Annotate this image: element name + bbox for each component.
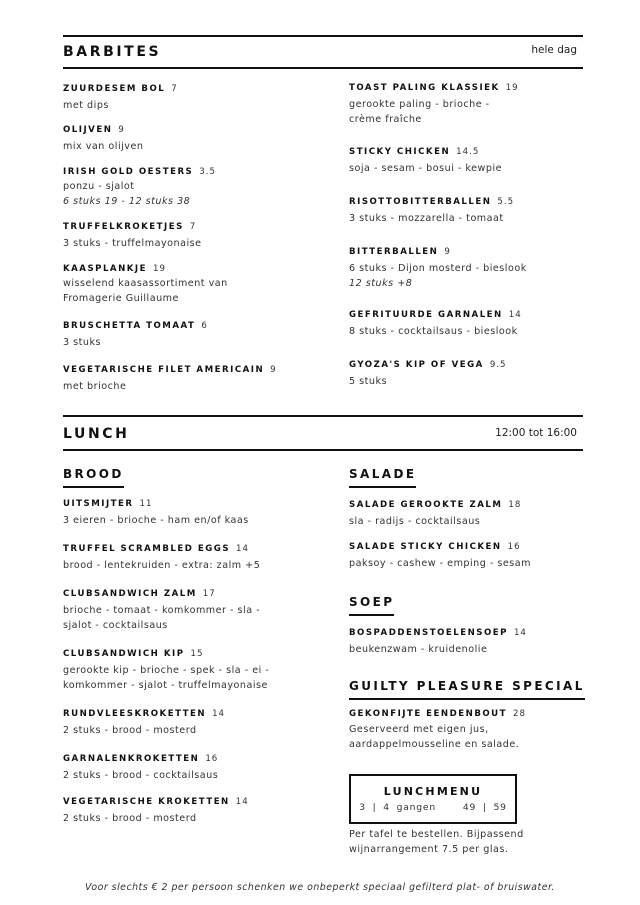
menu-item	[349, 197, 514, 226]
footer-note: Voor slechts € 2 per persoon schenken we onbeperkt speciaal gefilterd plat- of bruiswater.	[85, 882, 555, 893]
item-price: 14.5	[456, 147, 480, 157]
item-price: 14	[508, 310, 522, 320]
item-extra: 6 stuks 19 - 12 stuks 38	[63, 196, 191, 207]
item-desc: paksoy - cashew - emping - sesam	[349, 558, 532, 569]
item-desc: 2 stuks - brood - cocktailsaus	[63, 770, 219, 781]
item-price: 14	[212, 709, 226, 719]
item-desc: brioche - tomaat - komkommer - sla - sjalot - cocktailsaus	[63, 605, 261, 631]
item-name: GEFRITUURDE GARNALEN	[349, 310, 503, 320]
barbites-title: BARBITES	[63, 44, 162, 60]
item-price: 5.5	[497, 197, 515, 207]
item-price: 9	[270, 365, 277, 375]
item-name: TRUFFEL SCRAMBLED EGGS	[63, 544, 231, 554]
item-name: OLIJVEN	[63, 125, 113, 135]
item-price: 28	[513, 709, 526, 719]
item-desc: 2 stuks - brood - mosterd	[63, 725, 197, 736]
item-price: 11	[139, 499, 153, 509]
item-name: STICKY CHICKEN	[349, 147, 451, 157]
item-name: BRUSCHETTA TOMAAT	[63, 321, 196, 331]
item-price: 9	[444, 247, 451, 257]
item-name: BITTERBALLEN	[349, 247, 439, 257]
lunch-rule	[63, 449, 583, 451]
lunchmenu-title: LUNCHMENU	[383, 785, 483, 798]
item-name: VEGETARISCHE KROKETTEN	[63, 797, 230, 807]
item-name: SALADE GEROOKTE ZALM	[349, 500, 503, 510]
item-price: 19	[153, 264, 166, 274]
menu-item	[63, 589, 260, 633]
item-name: CLUBSANDWICH ZALM	[63, 589, 197, 599]
item-desc: 3 stuks	[63, 337, 102, 348]
menu-item	[349, 628, 527, 657]
menu-item	[63, 797, 249, 826]
menu-item	[63, 84, 178, 113]
menu-item	[349, 147, 502, 176]
top-rule	[63, 35, 583, 37]
menu-item	[63, 125, 143, 154]
menu-item	[349, 360, 507, 389]
salade-heading: SALADE	[349, 467, 416, 488]
lunchmenu-prices: 3 | 4 gangen 49 | 59	[359, 802, 507, 813]
item-price: 7	[171, 84, 178, 94]
item-price: 15	[190, 649, 204, 659]
item-desc: brood - lentekruiden - extra: zalm +5	[63, 560, 261, 571]
menu-item	[349, 542, 531, 571]
item-desc: wisselend kaasassortiment van Fromagerie Guillaume	[63, 278, 228, 304]
lunch-time: 12:00 tot 16:00	[495, 427, 577, 439]
item-desc: 6 stuks - Dijon mosterd - bieslook	[349, 263, 527, 274]
menu-item	[63, 365, 277, 394]
item-desc: 8 stuks - cocktailsaus - bieslook	[349, 326, 518, 337]
item-price: 14	[513, 628, 527, 638]
menu-item	[63, 544, 260, 573]
lunchmenu-note: Per tafel te bestellen. Bijpassend wijnarrangement 7.5 per glas.	[349, 829, 524, 855]
menu-item	[63, 709, 225, 738]
item-desc: 3 eieren - brioche - ham en/of kaas	[63, 515, 249, 526]
item-name: KAASPLANKJE	[63, 264, 147, 274]
item-name: VEGETARISCHE FILET AMERICAIN	[63, 365, 265, 375]
item-price: 19	[505, 83, 519, 93]
menu-item	[63, 264, 228, 306]
item-price: 14	[235, 797, 249, 807]
item-desc: gerookte kip - brioche - spek - sla - ei - komkommer - sjalot - truffelmayonaise	[63, 665, 270, 691]
item-name: CLUBSANDWICH KIP	[63, 649, 185, 659]
item-price: 9.5	[489, 360, 507, 370]
item-name: GEKONFIJTE EENDENBOUT	[349, 709, 508, 719]
item-desc: gerookte paling - brioche - crème fraîche	[349, 99, 490, 125]
item-desc: ponzu - sjalot	[63, 181, 135, 192]
item-name: TRUFFELKROKETJES	[63, 222, 184, 232]
menu-item	[349, 310, 522, 339]
item-extra: 12 stuks +8	[349, 278, 413, 289]
item-price: 14	[236, 544, 249, 554]
item-desc: soja - sesam - bosui - kewpie	[349, 163, 503, 174]
item-name: RUNDVLEESKROKETTEN	[63, 709, 207, 719]
menu-item	[349, 83, 519, 127]
menu-item	[63, 754, 218, 783]
item-name: GYOZA'S KIP OF VEGA	[349, 360, 484, 370]
item-desc: sla - radijs - cocktailsaus	[349, 516, 481, 527]
menu-item	[63, 499, 249, 528]
item-desc: met brioche	[63, 381, 127, 392]
item-name: BOSPADDENSTOELENSOEP	[349, 628, 508, 638]
menu-item	[349, 709, 526, 752]
item-name: GARNALENKROKETTEN	[63, 754, 200, 764]
item-name: SALADE STICKY CHICKEN	[349, 542, 502, 552]
item-desc: met dips	[63, 100, 109, 111]
item-price: 16	[205, 754, 219, 764]
barbites-rule	[63, 67, 583, 69]
menu-item	[63, 649, 269, 693]
item-name: UITSMIJTER	[63, 499, 134, 509]
item-desc: 5 stuks	[349, 376, 388, 387]
item-name: ZUURDESEM BOL	[63, 84, 166, 94]
item-desc: 3 stuks - mozzarella - tomaat	[349, 213, 504, 224]
brood-heading: BROOD	[63, 467, 124, 488]
menu-item	[63, 321, 208, 350]
item-price: 7	[189, 222, 197, 232]
item-name: IRISH GOLD OESTERS	[63, 167, 194, 177]
menu-item	[63, 222, 202, 251]
item-desc: beukenzwam - kruidenolie	[349, 644, 488, 655]
item-desc: 3 stuks - truffelmayonaise	[63, 238, 202, 249]
item-price: 3.5	[199, 167, 216, 177]
item-price: 9	[118, 125, 125, 135]
soep-heading: SOEP	[349, 595, 394, 616]
lunch-title: LUNCH	[63, 426, 130, 442]
guilty-pleasure-heading: GUILTY PLEASURE SPECIAL	[349, 679, 585, 700]
item-price: 18	[508, 500, 522, 510]
menu-item	[349, 247, 527, 291]
item-desc: 2 stuks - brood - mosterd	[63, 813, 197, 824]
lunchmenu-box	[349, 774, 517, 824]
item-desc: Geserveerd met eigen jus, aardappelmousseline en salade.	[349, 724, 520, 750]
item-price: 17	[202, 589, 216, 599]
item-desc: mix van olijven	[63, 141, 144, 152]
menu-item	[349, 500, 521, 529]
item-price: 6	[201, 321, 208, 331]
barbites-time: hele dag	[531, 44, 577, 56]
menu-item	[63, 167, 216, 209]
item-price: 16	[507, 542, 521, 552]
item-name: TOAST PALING KLASSIEK	[349, 83, 500, 93]
lunch-top-rule	[63, 415, 583, 417]
item-name: RISOTTOBITTERBALLEN	[349, 197, 492, 207]
